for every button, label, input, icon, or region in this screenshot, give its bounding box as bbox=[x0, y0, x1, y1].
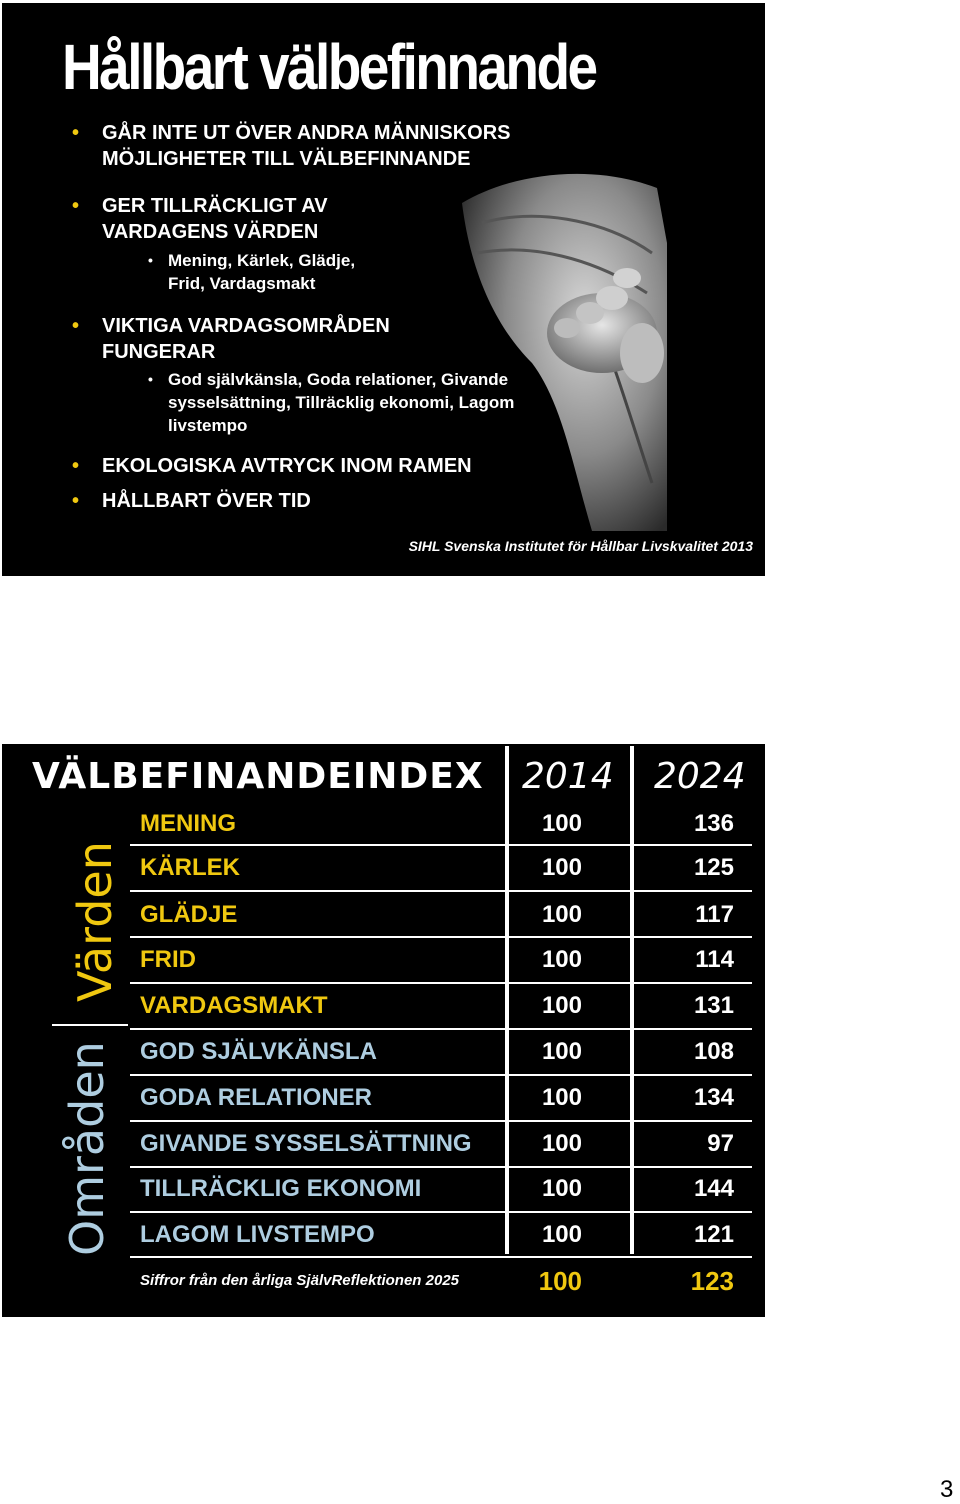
row-label: GIVANDE SYSSELSÄTTNING bbox=[140, 1130, 472, 1157]
total-2014: 100 bbox=[538, 1266, 582, 1296]
row-divider bbox=[130, 982, 752, 984]
side-label-varden: Värden bbox=[68, 841, 122, 1002]
side-divider bbox=[52, 1024, 128, 1026]
hands-photo bbox=[442, 163, 667, 531]
row-label: MENING bbox=[140, 810, 236, 837]
row-value-2024: 131 bbox=[693, 992, 734, 1019]
row-divider bbox=[130, 936, 752, 938]
row-value-2014: 100 bbox=[541, 1038, 582, 1065]
row-divider bbox=[130, 844, 752, 846]
page-number: 3 bbox=[940, 1476, 954, 1503]
sub-bullet-2-line1: God självkänsla, Goda relationer, Givande bbox=[168, 370, 509, 389]
sub-bullet-2-line2: sysselsättning, Tillräcklig ekonomi, Lagom bbox=[168, 393, 515, 412]
bullet-2 bbox=[72, 193, 328, 245]
sub-bullet-2 bbox=[148, 368, 515, 437]
row-value-2014: 100 bbox=[541, 854, 582, 881]
bullet-2-line2: VARDAGENS VÄRDEN bbox=[102, 221, 319, 243]
bullet-5-line1: HÅLLBART ÖVER TID bbox=[102, 490, 311, 512]
row-value-2014: 100 bbox=[541, 1130, 582, 1157]
bullet-3-line2: FUNGERAR bbox=[102, 341, 216, 363]
bullet-2-line1: GER TILLRÄCKLIGT AV bbox=[102, 195, 328, 217]
row-label: TILLRÄCKLIG EKONOMI bbox=[140, 1175, 422, 1202]
row-value-2024: 117 bbox=[695, 901, 734, 928]
row-value-2024: 97 bbox=[707, 1130, 734, 1157]
side-label-omraden: Områden bbox=[60, 1041, 114, 1256]
row-value-2024: 114 bbox=[695, 946, 734, 973]
slide-hallbart-valbefinnande bbox=[2, 3, 765, 576]
total-2024: 123 bbox=[690, 1266, 734, 1296]
index-title: VÄLBEFINANDEINDEX bbox=[32, 756, 484, 797]
row-divider bbox=[130, 1074, 752, 1076]
row-value-2014: 100 bbox=[541, 901, 582, 928]
bullet-3-line1: VIKTIGA VARDAGSOMRÅDEN bbox=[102, 315, 390, 337]
row-value-2014: 100 bbox=[541, 992, 582, 1019]
row-value-2014: 100 bbox=[541, 1084, 582, 1111]
column-divider-2 bbox=[630, 746, 634, 1254]
row-divider bbox=[130, 1166, 752, 1168]
row-label: LAGOM LIVSTEMPO bbox=[140, 1221, 375, 1248]
bullet-dot-icon: • bbox=[72, 455, 80, 477]
row-value-2014: 100 bbox=[541, 1221, 582, 1248]
row-label: GODA RELATIONER bbox=[140, 1084, 372, 1111]
sub-bullet-1-line2: Frid, Vardagsmakt bbox=[168, 274, 316, 293]
slide1-credit: SIHL Svenska Institutet för Hållbar Livskvalitet 2013 bbox=[408, 538, 753, 554]
row-value-2024: 136 bbox=[693, 810, 734, 837]
row-value-2024: 125 bbox=[693, 854, 734, 881]
bullet-1-line1: GÅR INTE UT ÖVER ANDRA MÄNNISKORS bbox=[102, 122, 511, 144]
bullet-3 bbox=[72, 313, 390, 365]
bullet-4-line1: EKOLOGISKA AVTRYCK INOM RAMEN bbox=[102, 455, 472, 477]
slide-valbefinandeindex bbox=[2, 744, 765, 1317]
year-2024-header: 2024 bbox=[654, 756, 746, 797]
row-value-2024: 108 bbox=[693, 1038, 734, 1065]
bullet-dot-icon: • bbox=[72, 490, 80, 512]
bullet-1 bbox=[72, 120, 511, 172]
row-divider bbox=[130, 1256, 752, 1258]
bullet-dot-icon: • bbox=[72, 315, 80, 337]
sub-bullet-2-line3: livstempo bbox=[168, 416, 248, 435]
index-credit: Siffror från den årliga SjälvReflektionen 2025 bbox=[140, 1272, 459, 1289]
year-2014-header: 2014 bbox=[522, 756, 614, 797]
row-value-2014: 100 bbox=[541, 946, 582, 973]
row-value-2014: 100 bbox=[541, 1175, 582, 1202]
bullet-dot-icon: • bbox=[72, 122, 80, 144]
row-divider bbox=[130, 1028, 752, 1030]
bullet-4 bbox=[72, 453, 472, 479]
row-value-2024: 121 bbox=[693, 1221, 734, 1248]
row-value-2024: 134 bbox=[693, 1084, 734, 1111]
bullet-dot-icon: • bbox=[72, 195, 80, 217]
row-divider bbox=[130, 890, 752, 892]
sub-bullet-1 bbox=[148, 249, 356, 295]
row-value-2014: 100 bbox=[541, 810, 582, 837]
row-label: FRID bbox=[140, 946, 196, 973]
row-divider bbox=[130, 1211, 752, 1213]
row-label: GLÄDJE bbox=[140, 901, 238, 928]
sub-bullet-1-line1: Mening, Kärlek, Glädje, bbox=[168, 251, 356, 270]
row-label: GOD SJÄLVKÄNSLA bbox=[140, 1038, 377, 1065]
slide-title: Hållbart välbefinnande bbox=[62, 31, 596, 103]
bullet-5 bbox=[72, 488, 311, 514]
sub-bullet-dot-icon: • bbox=[148, 371, 153, 387]
row-label: KÄRLEK bbox=[140, 854, 240, 881]
row-divider bbox=[130, 1120, 752, 1122]
row-label: VARDAGSMAKT bbox=[140, 992, 328, 1019]
bullet-1-line2: MÖJLIGHETER TILL VÄLBEFINNANDE bbox=[102, 148, 471, 170]
row-value-2024: 144 bbox=[693, 1175, 734, 1202]
sub-bullet-dot-icon: • bbox=[148, 252, 153, 268]
column-divider-1 bbox=[505, 746, 509, 1254]
